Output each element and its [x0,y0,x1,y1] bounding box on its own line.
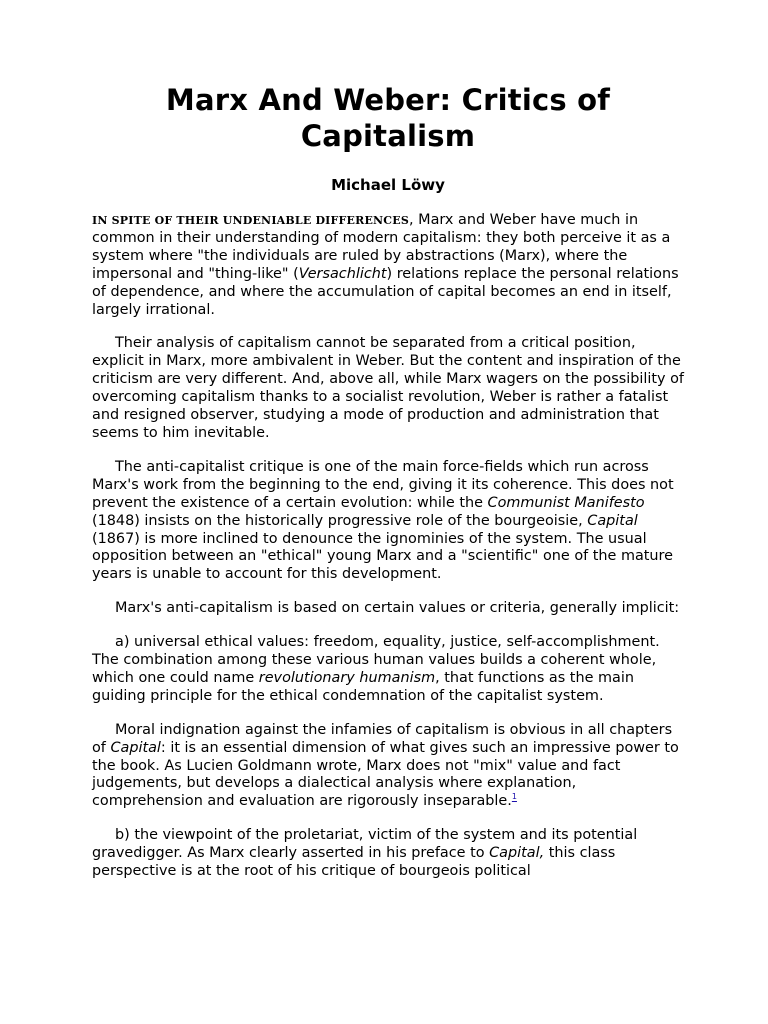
article [92,82,684,897]
paragraph-7 [92,827,684,881]
paragraph-5 [92,634,684,706]
lead-in-caps: IN SPITE OF THEIR UNDENIABLE DIFFERENCES [92,214,409,227]
footnote-link[interactable]: 1 [511,792,517,802]
paragraph-4 [92,600,684,618]
paragraph-2 [92,335,684,442]
article-author: Michael Löwy [331,176,445,194]
paragraph-text: : it is an essential dimension of what gives such an impressive power to the book. As Lucien Goldmann wrote, Marx does not "mix" value and fact judgements, but develops a dialectical analysis where explanation, comprehension and evaluation are rigorously inseparable. [92,739,679,810]
paragraph-text: Moral indignation against the infamies of capitalism is obvious in all chapters of [92,721,673,756]
paragraph-text: ) relations replace the personal relations of dependence, and where the accumulation of capital becomes an end in itself, largely irrational. [92,265,679,318]
paragraph-text: , that functions as the main guiding principle for the ethical condemnation of the capitalist system. [92,669,634,704]
paragraph-1 [92,212,684,319]
article-title: Marx And Weber: Critics of Capitalism [165,83,611,153]
italic-title: Capital [110,739,161,756]
paragraph-3 [92,459,684,584]
italic-title: Capital, [489,845,545,862]
paragraph-text: b) the viewpoint of the proletariat, victim of the system and its potential gravedigger. As Marx clearly asserted in his preface to [92,827,638,862]
italic-title: Capital [587,512,638,529]
italic-term: revolutionary humanism [258,669,436,686]
italic-title: Communist Manifesto [487,494,645,511]
paragraph-text: this class perspective is at the root of his critique of bourgeois political [92,845,616,880]
paragraph-text: , Marx and Weber have much in common in their understanding of modern capitalism: they both perceive it as a system where "the individuals are ruled by abstractions (Marx), where the impersonal and "thing-like" ( [92,212,671,282]
paragraph-6 [92,722,684,812]
paragraph-text: (1867) is more inclined to denounce the ignominies of the system. The usual opposition between an "ethical" young Marx and a "scientific" one of the mature years is unable to account for this development. [92,530,674,583]
paragraph-text: Their analysis of capitalism cannot be separated from a critical position, explicit in Marx, more ambivalent in Weber. But the content and inspiration of the criticism are very different. And, above all, while Marx wagers on the possibility of overcoming capitalism thanks to a socialist revolution, Weber is rather a fatalist and resigned observer, studying a mode of production and administration that seems to him inevitable. [92,335,684,441]
paragraph-text: Marx's anti-capitalism is based on certain values or criteria, generally implicit: [115,600,680,617]
paragraph-text: The anti-capitalist critique is one of the main force-fields which run across Marx's work from the beginning to the end, giving it its coherence. This does not prevent the existence of a certain evolution: while the [92,458,674,511]
italic-term: Versachlicht [298,265,387,282]
paragraph-text: (1848) insists on the historically progressive role of the bourgeoisie, [92,512,588,529]
paragraph-text: a) universal ethical values: freedom, equality, justice, self-accomplishment. The combination among these various human values builds a coherent whole, which one could name [92,634,660,686]
